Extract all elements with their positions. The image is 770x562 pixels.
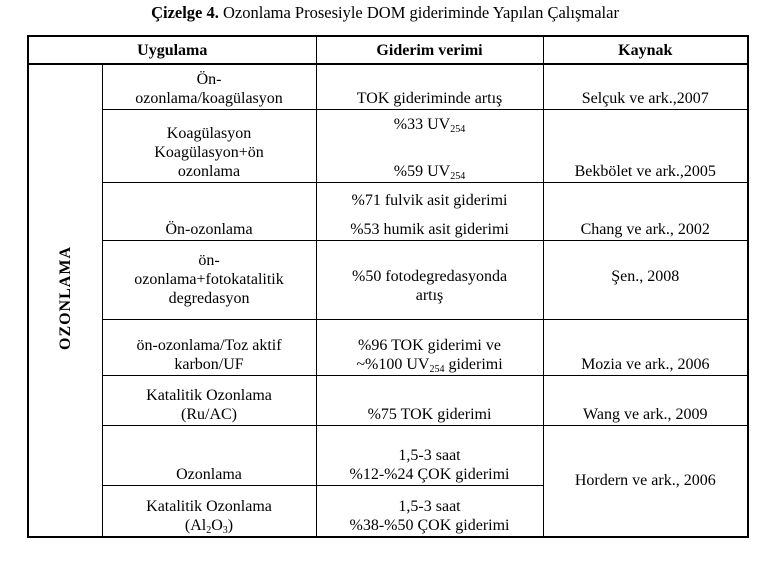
ozonation-table [27,35,749,538]
efficiency-text: %59 $UV_{254}$ [393,162,466,182]
table-row [28,182,748,240]
application-text: (Ru/AC) [181,405,237,423]
source-cell: Şen., 2008 [543,240,748,319]
application-text: Ön- [196,70,222,88]
application-text: ön-ozonlama/Toz aktif [136,336,282,354]
efficiency-text: artış [415,287,444,304]
source-cell: Chang ve ark., 2002 [543,182,748,240]
application-text: ön- [198,251,220,269]
efficiency-text: ~%100 $UV_{254}$ giderimi [356,355,503,375]
source-cell: Mozia ve ark., 2006 [543,319,748,375]
application-cell [102,319,316,375]
efficiency-text: %53 humik asit giderimi [350,220,509,238]
application-text: karbon/UF [174,355,244,373]
application-cell [102,375,316,425]
efficiency-text: %96 TOK giderimi ve [358,336,501,354]
efficiency-cell: TOK gideriminde artış [316,64,543,109]
application-cell: Ozonlama [102,425,316,485]
efficiency-text: %12-%24 ÇOK giderimi [349,465,510,483]
efficiency-text: 1,5-3 saat [398,498,461,515]
header-source: Kaynak [543,36,748,64]
side-label: OZONLAMA [56,246,74,350]
application-cell: Ön-ozonlama [102,182,316,240]
efficiency-text: %50 fotodegredasyonda [351,268,508,285]
application-text: Katalitik Ozonlama [146,498,272,515]
efficiency-cell [316,109,543,182]
side-label-cell [28,64,102,537]
caption-label: Çizelge 4. [151,3,219,22]
efficiency-cell [316,319,543,375]
efficiency-cell: %75 TOK giderimi [316,375,543,425]
caption-text: Ozonlama Prosesiyle DOM gideriminde Yapılan Çalışmalar [218,3,619,22]
application-text: Koagülasyon [166,124,252,142]
source-cell: Bekbölet ve ark.,2005 [543,109,748,182]
application-cell [102,240,316,319]
source-cell: Selçuk ve ark.,2007 [543,64,748,109]
efficiency-text: 1,5-3 saat [398,446,461,464]
application-cell [102,485,316,537]
application-text: ozonlama+fotokatalitik [134,270,284,288]
efficiency-cell [316,425,543,485]
table-row [28,109,748,182]
application-text: Katalitik Ozonlama [146,386,272,404]
source-cell: Hordern ve ark., 2006 [543,425,748,537]
application-cell [102,64,316,109]
table-row [28,425,748,485]
efficiency-cell [316,240,543,319]
application-text: ozonlama/koagülasyon [135,89,283,107]
table-row [28,64,748,109]
efficiency-cell [316,182,543,240]
efficiency-text: %38-%50 ÇOK giderimi [349,517,510,534]
application-text: degredasyon [168,289,250,307]
efficiency-cell [316,485,543,537]
application-cell [102,109,316,182]
header-efficiency: Giderim verimi [316,36,543,64]
efficiency-text: %33 $UV_{254}$ [393,115,466,135]
table-row [28,319,748,375]
application-text: $(Al_2O_3)$ [184,517,234,536]
table-row [28,240,748,319]
table-row [28,375,748,425]
efficiency-text: %71 fulvik asit giderimi [351,191,508,209]
header-row [28,36,748,64]
application-text: ozonlama [177,162,241,180]
application-text: Koagülasyon+ön [154,143,264,161]
source-cell: Wang ve ark., 2009 [543,375,748,425]
table-caption [0,3,770,23]
header-application: Uygulama [28,36,316,64]
